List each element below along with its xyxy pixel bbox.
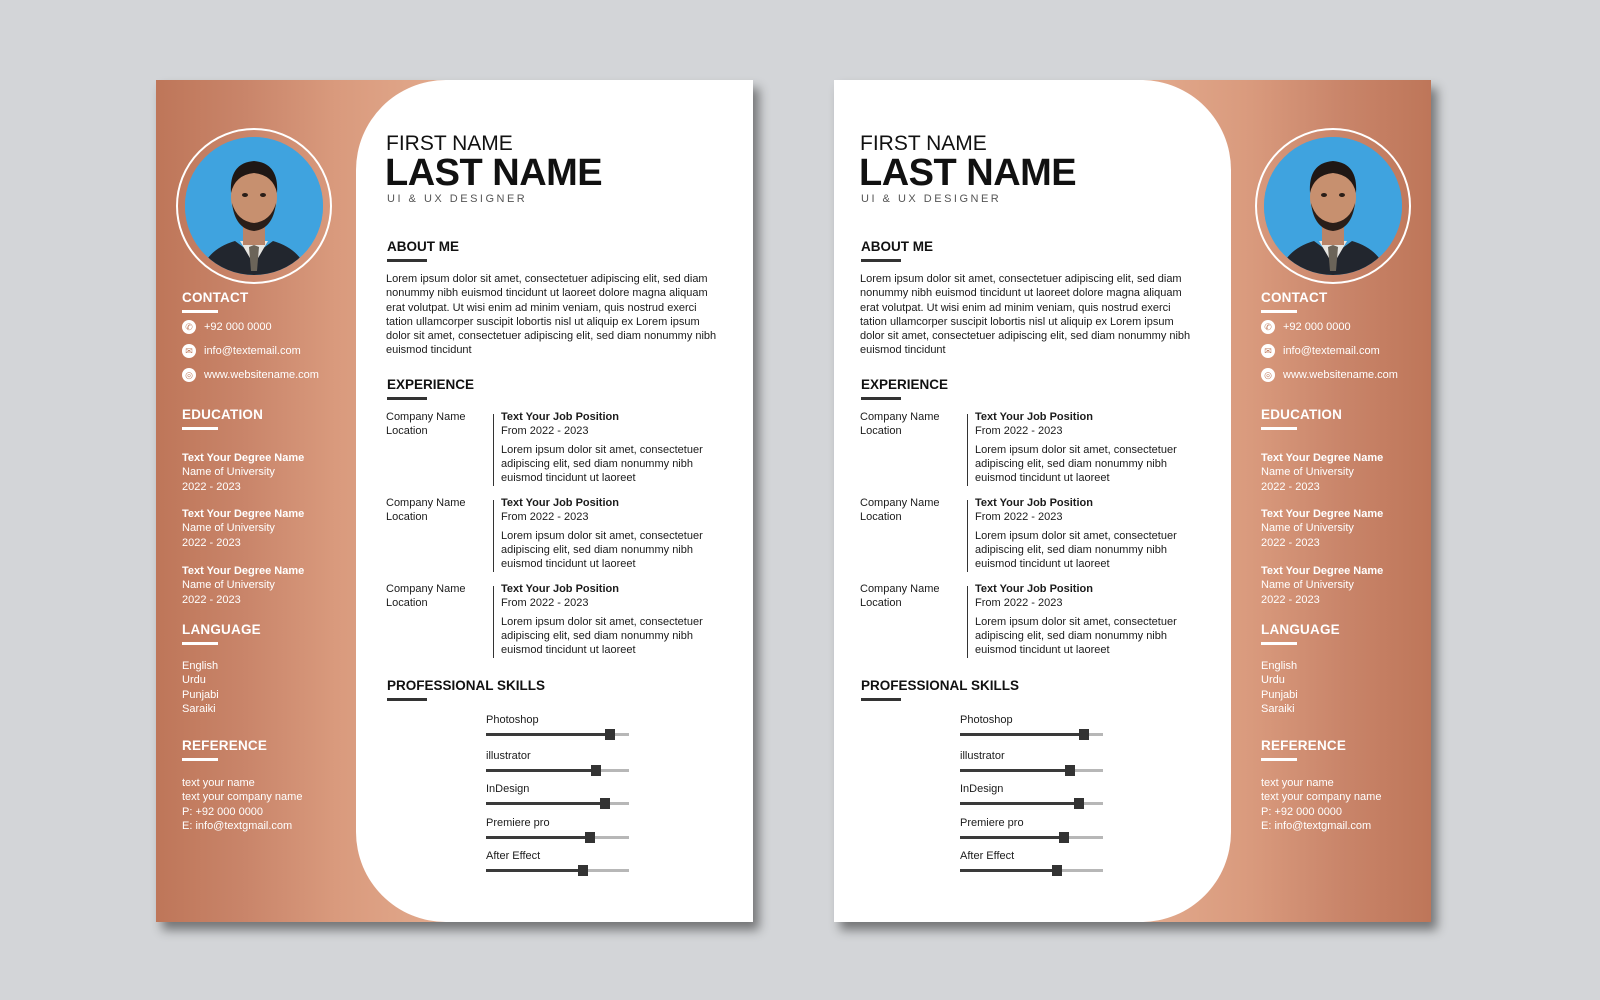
reference-name: text your name <box>1261 777 1334 789</box>
experience-company: Company Name Location <box>860 583 940 610</box>
skill-knob <box>1079 729 1089 740</box>
last-name: LAST NAME <box>859 152 1077 194</box>
language-item: Urdu <box>182 674 206 687</box>
skill-bar: InDesign <box>960 783 1106 813</box>
experience-divider <box>493 586 494 658</box>
experience-item <box>860 496 1205 572</box>
experience-divider <box>493 500 494 572</box>
university-name: Name of University <box>182 466 275 479</box>
contact-email <box>182 344 301 358</box>
experience-company: Company Name Location <box>860 411 940 438</box>
contact-email-text: info@textemail.com <box>204 345 301 357</box>
experience-divider <box>967 586 968 658</box>
education-item <box>182 451 304 494</box>
language-item: Punjabi <box>1261 688 1298 701</box>
skill-bar: Premiere pro <box>960 817 1106 847</box>
contact-phone <box>1261 320 1351 334</box>
reference-company: text your company name <box>182 791 303 804</box>
globe-icon: ◎ <box>182 368 196 382</box>
experience-item <box>386 410 731 486</box>
language-heading: LANGUAGE <box>1261 622 1340 637</box>
contact-website-text: www.websitename.com <box>204 369 319 381</box>
experience-item <box>860 410 1205 486</box>
contact-phone-text: +92 000 0000 <box>204 321 272 333</box>
about-heading: ABOUT ME <box>861 239 933 254</box>
degree-name: Text Your Degree Name <box>1261 452 1384 464</box>
resume-page-right <box>834 80 1431 922</box>
degree-name: Text Your Degree Name <box>182 508 305 520</box>
experience-details: Text Your Job Position From 2022 - 2023 Lorem ipsum dolor sit amet, consectetuer adipiscing elit, sed diam nonummy nibh euismod tincidunt ut laoreet <box>975 583 1177 657</box>
experience-details: Text Your Job Position From 2022 - 2023 Lorem ipsum dolor sit amet, consectetuer adipiscing elit, sed diam nonummy nibh euismod tincidunt ut laoreet <box>975 411 1177 485</box>
education-years: 2022 - 2023 <box>182 480 241 493</box>
education-item <box>1261 507 1383 550</box>
profile-photo-frame <box>176 128 332 284</box>
university-name: Name of University <box>1261 522 1354 535</box>
language-item: English <box>1261 660 1298 672</box>
skill-bar: After Effect <box>960 850 1106 880</box>
skill-knob <box>585 832 595 843</box>
reference-block <box>1261 776 1381 833</box>
language-list <box>1261 659 1298 716</box>
skill-knob <box>1065 765 1075 776</box>
degree-name: Text Your Degree Name <box>1261 508 1384 520</box>
phone-icon: ✆ <box>1261 320 1275 334</box>
contact-heading: CONTACT <box>1261 290 1328 305</box>
experience-company: Company Name Location <box>386 497 466 524</box>
skill-bar: illustrator <box>486 750 632 780</box>
globe-icon: ◎ <box>1261 368 1275 382</box>
experience-details: Text Your Job Position From 2022 - 2023 Lorem ipsum dolor sit amet, consectetuer adipiscing elit, sed diam nonummy nibh euismod tincidunt ut laoreet <box>501 497 703 571</box>
language-item: Punjabi <box>182 688 219 701</box>
education-years: 2022 - 2023 <box>1261 593 1320 606</box>
education-heading: EDUCATION <box>182 407 264 422</box>
skills-heading: PROFESSIONAL SKILLS <box>387 678 546 693</box>
profile-photo-frame <box>1255 128 1411 284</box>
contact-website <box>182 368 319 382</box>
last-name: LAST NAME <box>385 152 603 194</box>
skill-knob <box>1052 865 1062 876</box>
language-item: English <box>182 660 219 672</box>
contact-email-text: info@textemail.com <box>1283 345 1380 357</box>
education-item <box>182 507 304 550</box>
experience-divider <box>493 414 494 486</box>
university-name: Name of University <box>1261 579 1354 592</box>
contact-website-text: www.websitename.com <box>1283 369 1398 381</box>
profile-photo <box>185 137 323 275</box>
skill-bar: Premiere pro <box>486 817 632 847</box>
contact-phone-text: +92 000 0000 <box>1283 321 1351 333</box>
language-list <box>182 659 219 716</box>
experience-heading: EXPERIENCE <box>387 377 475 392</box>
sidebar <box>182 80 352 922</box>
experience-heading: EXPERIENCE <box>861 377 949 392</box>
education-years: 2022 - 2023 <box>182 536 241 549</box>
reference-email: E: info@textgmail.com <box>182 819 293 832</box>
education-item <box>182 564 304 607</box>
job-title: UI & UX DESIGNER <box>861 193 1002 205</box>
education-item <box>1261 564 1383 607</box>
education-years: 2022 - 2023 <box>1261 480 1320 493</box>
reference-company: text your company name <box>1261 791 1382 804</box>
about-text: Lorem ipsum dolor sit amet, consectetuer adipiscing elit, sed diam nonummy nibh euismod tincidunt ut laoreet dolore magna aliquam erat volutpat. Ut wisi enim ad minim veniam, quis nostrud exerci tation ullamcorper suscipit lobortis nisl ut aliquip ex Lorem ipsum dolor sit amet, consectetuer adipiscing elit, sed diam nonummy nibh euismod tincidunt <box>386 273 717 357</box>
experience-divider <box>967 414 968 486</box>
contact-heading: CONTACT <box>182 290 249 305</box>
reference-block <box>182 776 302 833</box>
experience-details: Text Your Job Position From 2022 - 2023 Lorem ipsum dolor sit amet, consectetuer adipiscing elit, sed diam nonummy nibh euismod tincidunt ut laoreet <box>975 497 1177 571</box>
language-item: Urdu <box>1261 674 1285 687</box>
skill-bar: After Effect <box>486 850 632 880</box>
education-heading: EDUCATION <box>1261 407 1343 422</box>
experience-details: Text Your Job Position From 2022 - 2023 Lorem ipsum dolor sit amet, consectetuer adipiscing elit, sed diam nonummy nibh euismod tincidunt ut laoreet <box>501 583 703 657</box>
skill-knob <box>1074 798 1084 809</box>
skill-knob <box>605 729 615 740</box>
university-name: Name of University <box>182 579 275 592</box>
sidebar <box>1261 80 1431 922</box>
skill-bar: illustrator <box>960 750 1106 780</box>
reference-email: E: info@textgmail.com <box>1261 819 1372 832</box>
experience-company: Company Name Location <box>860 497 940 524</box>
reference-name: text your name <box>182 777 255 789</box>
language-item: Saraiki <box>182 702 216 715</box>
phone-icon: ✆ <box>182 320 196 334</box>
mail-icon: ✉ <box>182 344 196 358</box>
skill-knob <box>578 865 588 876</box>
contact-phone <box>182 320 272 334</box>
language-item: Saraiki <box>1261 702 1295 715</box>
education-years: 2022 - 2023 <box>1261 536 1320 549</box>
experience-divider <box>967 500 968 572</box>
resume-page-left <box>156 80 753 922</box>
profile-photo <box>1264 137 1402 275</box>
experience-item <box>386 496 731 572</box>
mail-icon: ✉ <box>1261 344 1275 358</box>
experience-item <box>386 582 731 658</box>
education-years: 2022 - 2023 <box>182 593 241 606</box>
experience-company: Company Name Location <box>386 411 466 438</box>
skill-bar: Photoshop <box>960 714 1106 744</box>
reference-heading: REFERENCE <box>1261 738 1347 753</box>
skill-knob <box>591 765 601 776</box>
skill-knob <box>600 798 610 809</box>
skills-heading: PROFESSIONAL SKILLS <box>861 678 1020 693</box>
degree-name: Text Your Degree Name <box>182 565 305 577</box>
contact-email <box>1261 344 1380 358</box>
experience-details: Text Your Job Position From 2022 - 2023 Lorem ipsum dolor sit amet, consectetuer adipiscing elit, sed diam nonummy nibh euismod tincidunt ut laoreet <box>501 411 703 485</box>
experience-item <box>860 582 1205 658</box>
language-heading: LANGUAGE <box>182 622 261 637</box>
about-heading: ABOUT ME <box>387 239 459 254</box>
university-name: Name of University <box>182 522 275 535</box>
education-item <box>1261 451 1383 494</box>
job-title: UI & UX DESIGNER <box>387 193 528 205</box>
skill-knob <box>1059 832 1069 843</box>
about-text: Lorem ipsum dolor sit amet, consectetuer adipiscing elit, sed diam nonummy nibh euismod tincidunt ut laoreet dolore magna aliquam erat volutpat. Ut wisi enim ad minim veniam, quis nostrud exerci tation ullamcorper suscipit lobortis nisl ut aliquip ex Lorem ipsum dolor sit amet, consectetuer adipiscing elit, sed diam nonummy nibh euismod tincidunt <box>860 273 1191 357</box>
skill-bar: Photoshop <box>486 714 632 744</box>
reference-phone: P: +92 000 0000 <box>1261 805 1343 818</box>
university-name: Name of University <box>1261 466 1354 479</box>
skill-bar: InDesign <box>486 783 632 813</box>
reference-phone: P: +92 000 0000 <box>182 805 264 818</box>
degree-name: Text Your Degree Name <box>182 452 305 464</box>
degree-name: Text Your Degree Name <box>1261 565 1384 577</box>
first-name: FIRST NAME <box>860 132 987 155</box>
first-name: FIRST NAME <box>386 132 513 155</box>
experience-company: Company Name Location <box>386 583 466 610</box>
reference-heading: REFERENCE <box>182 738 268 753</box>
contact-website <box>1261 368 1398 382</box>
